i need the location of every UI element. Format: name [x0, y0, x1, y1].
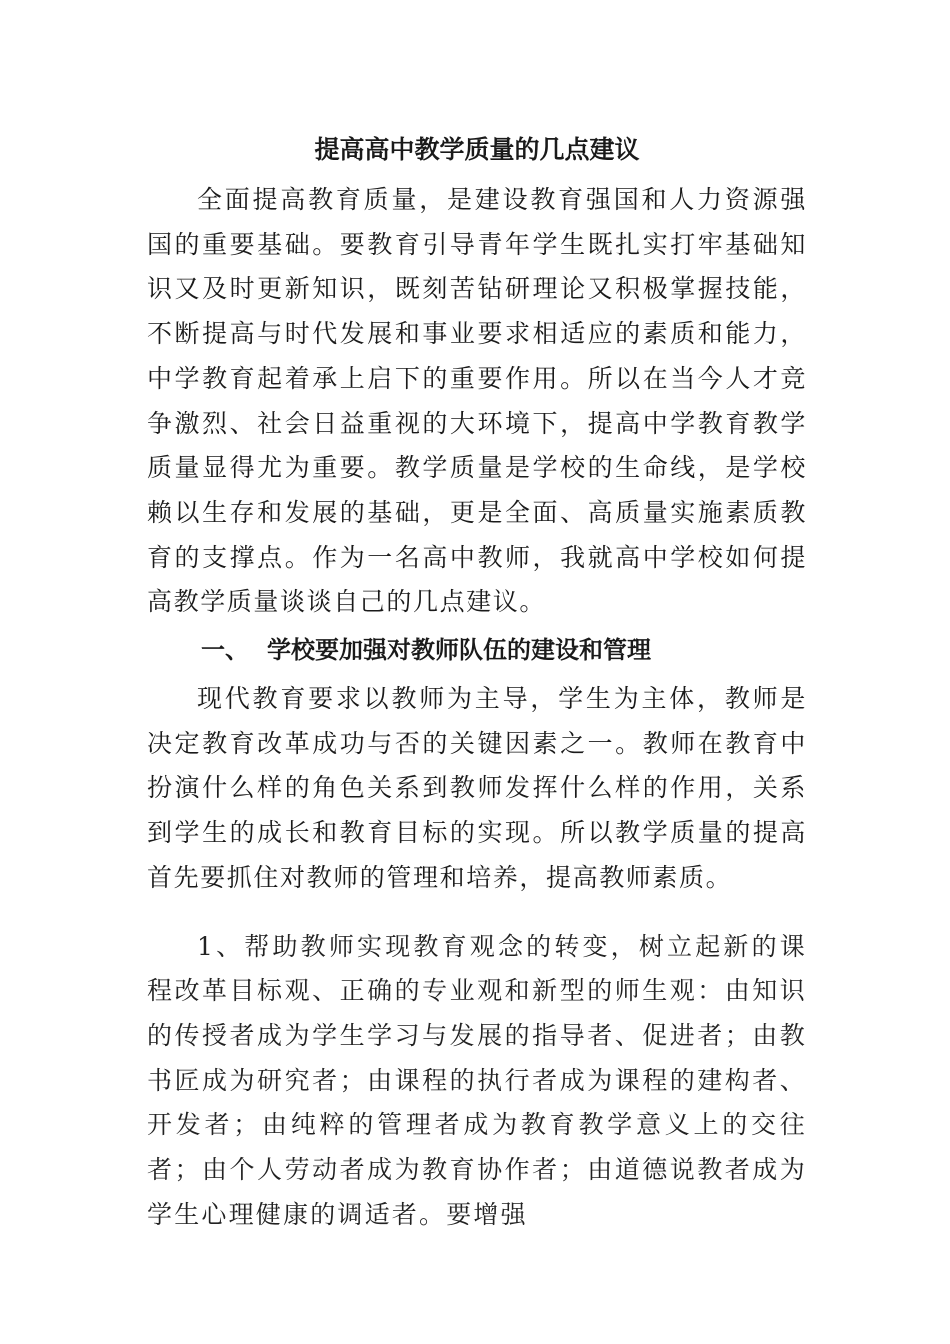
item1-paragraph: 1、帮助教师实现教育观念的转变，树立起新的课程改革目标观、正确的专业观和新型的师生观：由知识的传授者成为学生学习与发展的指导者、促进者；由教书匠成为研究者；由课程的执行者成为课程的建构者、开发者；由纯粹的管理者成为教育教学意义上的交往者；由个人劳动者成为教育协作者；由道德说教者成为学生心理健康的调适者。要增强 [147, 931, 807, 1229]
section-number: 一、 [201, 636, 249, 665]
section-heading-text: 学校要加强对教师队伍的建设和管理 [267, 636, 651, 665]
section1-body-paragraph: 现代教育要求以教师为主导，学生为主体，教师是决定教育改革成功与否的关键因素之一。教师在教育中扮演什么样的角色关系到教师发挥什么样的作用，关系到学生的成长和教育目标的实现。所以教学质量的提高首先要抓住对教师的管理和培养，提高教师素质。 [147, 684, 807, 892]
document-title: 提高高中教学质量的几点建议 [314, 135, 640, 164]
intro-paragraph: 全面提高教育质量，是建设教育强国和人力资源强国的重要基础。要教育引导青年学生既扎实打牢基础知识又及时更新知识，既刻苦钻研理论又积极掌握技能，不断提高与时代发展和事业要求相适应的素质和能力，中学教育起着承上启下的重要作用。所以在当今人才竞争激烈、社会日益重视的大环境下，提高中学教育教学质量显得尤为重要。教学质量是学校的生命线，是学校赖以生存和发展的基础，更是全面、高质量实施素质教育的支撑点。作为一名高中教师，我就高中学校如何提高教学质量谈谈自己的几点建议。 [147, 185, 807, 617]
section-heading-1 [147, 625, 807, 675]
document-page [147, 128, 807, 1237]
